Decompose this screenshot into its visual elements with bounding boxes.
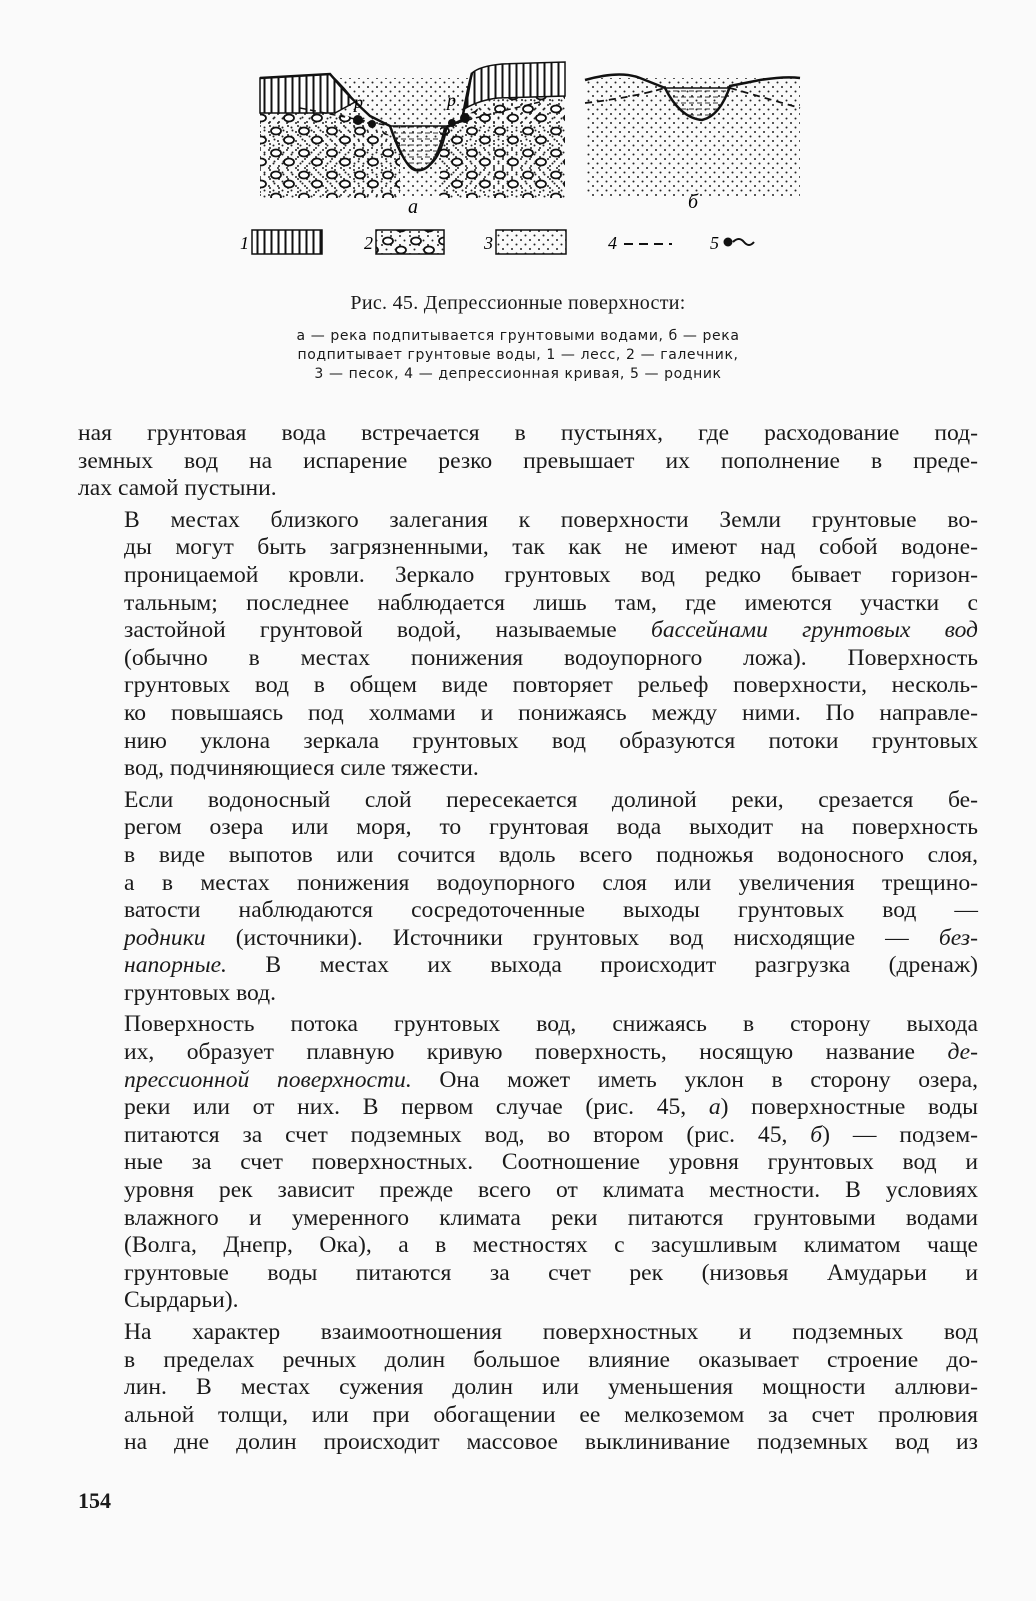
paragraph-3 [78,787,978,1008]
legend-number-2: 2 [364,233,373,253]
legend-spring-icon [724,238,733,247]
text-line: альной толщи, или при обогащении ее мелкоземом за счет пролювия [124,1401,978,1428]
text-run: ) поверхностные воды [720,1094,978,1121]
text-run: (источники). Источники грунтовых вод нисходящие — [205,924,939,951]
text-run: застойной грунтовой водой, называемые [124,617,651,644]
spring-marker [368,120,376,128]
panel-label-a: а [408,196,418,218]
figure-depression-surfaces [240,58,810,303]
text-line [78,1094,978,1122]
panel-a [260,62,565,218]
text-line: Если водоносный слой пересекается долиной реки, срезается бе- [124,786,978,813]
text-line: (Волга, Днепр, Ока), а в местностях с засушливым климатом чаще [124,1232,978,1259]
text-line: грунтовых вод в общем виде повторяет рельеф поверхности, несколь- [124,672,978,699]
legend-number-5: 5 [710,233,719,253]
text-run: Она может иметь уклон в сторону озера, [411,1066,978,1093]
caption-line: подпитывает грунтовые воды, 1 — лесс, 2 — галечник, [297,347,739,363]
legend-number-3: 3 [484,233,493,253]
text-run: ) — подзем- [822,1121,978,1148]
term-non-pressure: без- [938,924,978,951]
text-line: земных вод на испарение резко превышает их пополнение в преде- [78,447,978,474]
spring-marker [353,115,363,125]
paragraph-4 [78,1011,978,1315]
body-text [78,420,978,1461]
legend-swatch-loess [252,230,322,254]
text-line: ко повышаясь под холмами и понижаясь между ними. По направле- [124,699,978,726]
text-line: Сырдарьи). [124,1287,239,1314]
text-line [78,617,978,645]
label-p-right: р [447,90,456,110]
text-line: лин. В местах сужения долин или уменьшения мощности аллюви- [124,1374,978,1401]
page-number: 154 [78,1488,111,1513]
term-depression-surface-end: прессионной поверхности. [124,1066,412,1093]
text-line [78,925,978,953]
text-line: В местах близкого залегания к поверхности Земли грунтовые во- [124,506,978,533]
text-line: грунтовые воды питаются за счет рек (низовья Амударьи и [124,1259,978,1286]
panel-label-b: б [688,191,699,213]
legend-number-4: 4 [608,233,617,253]
term-groundwater-basins: бассейнами грунтовых вод [650,617,978,644]
legend-swatch-gravel [376,230,444,254]
text-line: вод, подчиняющиеся силе тяжести. [124,755,479,782]
label-p-left: р [354,92,363,112]
caption-line: 3 — песок, 4 — депрессионная кривая, 5 — родник [314,366,722,382]
caption-line: а — река подпитывается грунтовыми водами, б — река [296,328,740,344]
text-line: ды могут быть загрязненными, так как не имеют над собой водоне- [124,534,978,561]
text-line: уровня рек зависит прежде всего от климата местности. В условиях [124,1177,978,1204]
text-line: Поверхность потока грунтовых вод, снижаясь в сторону выхода [124,1011,978,1038]
legend-spring-flow [733,239,754,245]
text-line: грунтовых вод. [124,979,277,1006]
paragraph-5 [78,1319,978,1457]
text-line: ная грунтовая вода встречается в пустынях, где расходование под- [78,420,978,446]
legend-number-1: 1 [240,233,249,253]
figure-svg [240,58,810,303]
text-line [78,1039,978,1067]
legend [240,230,754,254]
text-line: лах самой пустыни. [78,475,277,502]
spring-marker [448,119,456,127]
text-line: На характер взаимоотношения поверхностных и подземных вод [124,1319,978,1345]
text-line: влажного и умеренного климата реки питаются грунтовыми водами [124,1204,978,1231]
text-run: реки или от них. В первом случае (рис. 45, [124,1094,709,1121]
paragraph-2 [78,507,978,783]
term-non-pressure-end: напорные. [124,952,227,979]
text-line: (обычно в местах понижения водоупорного ложа). Поверхность [124,644,978,671]
figure-caption-title: Рис. 45. Депрессионные поверхности: [350,292,686,314]
spring-marker [460,113,470,123]
text-line: на дне долин происходит массовое выклинивание подземных вод из [124,1429,978,1456]
text-line [78,952,978,980]
text-run: их, образует плавную кривую поверхность, носящую название [124,1039,948,1066]
text-line: проницаемой кровли. Зеркало грунтовых вод редко бывает горизон- [124,561,978,588]
text-line: а в местах понижения водоупорного слоя или увеличения трещино- [124,869,978,896]
ref-fig-b: б [810,1121,823,1148]
panel-b [585,74,800,213]
legend-swatch-sand [496,230,566,254]
text-line: тальным; последнее наблюдается лишь там, где имеются участки с [124,589,978,616]
text-line: ватости наблюдаются сосредоточенные выходы грунтовых вод — [124,897,978,924]
text-line: ные за счет поверхностных. Соотношение уровня грунтовых вод и [124,1149,978,1176]
text-line [78,1067,978,1095]
paragraph-1 [78,420,978,503]
ref-fig-a: а [708,1094,721,1121]
figure-caption-legend [160,327,876,384]
text-line: в пределах речных долин большое влияние оказывает строение до- [124,1346,978,1373]
text-run: В местах их выхода происходит разгрузка (дренаж) [226,952,978,979]
text-line: в виде выпотов или сочится вдоль всего подножья водоносного слоя, [124,841,978,868]
text-line [78,1122,978,1150]
text-run: питаются за счет подземных вод, во втором (рис. 45, [124,1121,811,1148]
text-line: регом озера или моря, то грунтовая вода выходит на поверхность [124,814,978,841]
term-springs: родники [124,924,206,951]
term-depression-surface: де- [947,1039,978,1066]
text-line: нию уклона зеркала грунтовых вод образуются потоки грунтовых [124,727,978,754]
